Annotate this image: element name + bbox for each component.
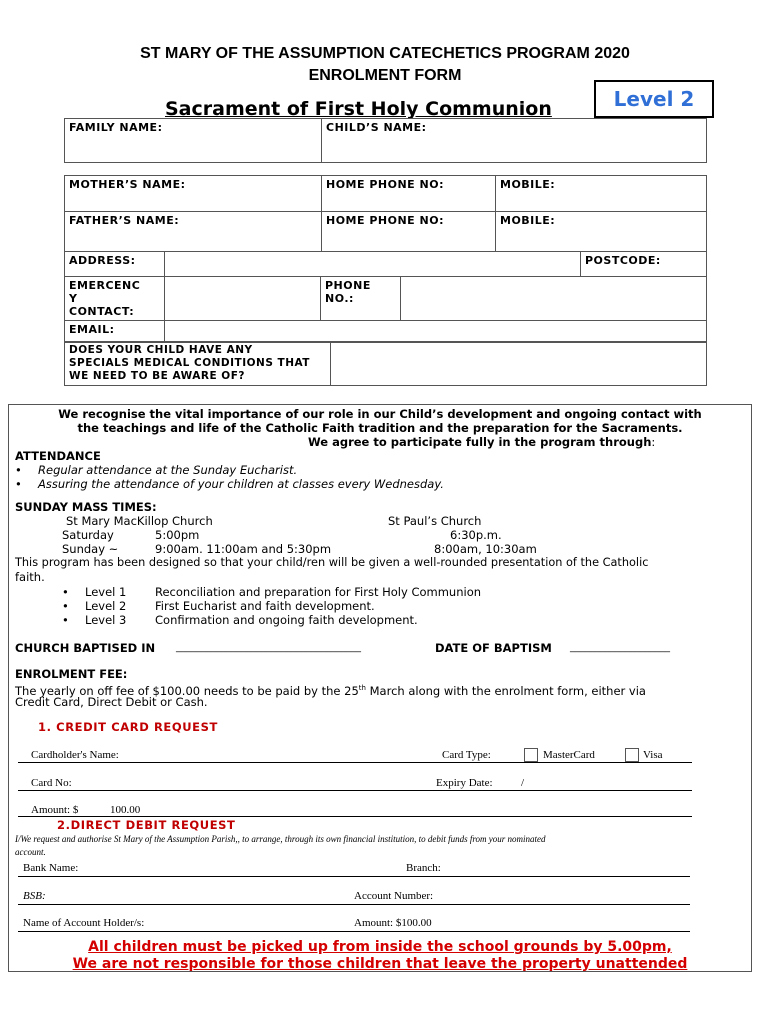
father-name-field[interactable] bbox=[65, 212, 322, 252]
amount-line bbox=[18, 816, 692, 817]
postcode-label: POSTCODE: bbox=[585, 254, 661, 267]
cardholder-label: Cardholder's Name: bbox=[31, 749, 119, 761]
family-name-label: FAMILY NAME: bbox=[69, 121, 163, 134]
home-phone-2-label: HOME PHONE NO: bbox=[326, 214, 444, 227]
level-3-desc: Confirmation and ongoing faith development. bbox=[155, 613, 418, 627]
branch-label: Branch: bbox=[406, 862, 441, 874]
cardholder-input[interactable] bbox=[18, 762, 436, 763]
phone-label-cell bbox=[321, 277, 401, 321]
emergency-contact-input[interactable] bbox=[165, 277, 321, 321]
direct-debit-heading: 2.DIRECT DEBIT REQUEST bbox=[57, 818, 236, 832]
emergency-table bbox=[64, 276, 707, 343]
mother-name-label: MOTHER’S NAME: bbox=[69, 178, 186, 191]
form-title: ST MARY OF THE ASSUMPTION CATECHETICS PROGRAM 2020 bbox=[140, 45, 630, 62]
expiry-separator: / bbox=[521, 777, 525, 789]
program-line-2: faith. bbox=[15, 570, 45, 584]
attendance-item-2: Assuring the attendance of your children at classes every Wednesday. bbox=[38, 477, 444, 491]
mastercard-label: MasterCard bbox=[543, 749, 595, 761]
bank-name-input[interactable] bbox=[18, 876, 336, 877]
bullet-icon: • bbox=[15, 477, 22, 491]
address-input[interactable] bbox=[165, 252, 581, 277]
attendance-heading: ATTENDANCE bbox=[15, 449, 101, 463]
baptism-date-label: DATE OF BAPTISM bbox=[435, 641, 552, 655]
saturday-time-1: 5:00pm bbox=[155, 528, 200, 542]
bullet-icon: • bbox=[62, 585, 69, 599]
address-label: ADDRESS: bbox=[69, 254, 136, 267]
emergency-label-2: Y bbox=[69, 292, 78, 305]
amount-label: Amount: $ bbox=[31, 804, 79, 816]
level-badge bbox=[594, 80, 714, 118]
intro-line-2: the teachings and life of the Catholic Faith tradition and the preparation for the Sacraments. bbox=[77, 421, 683, 435]
fee-line-2: Credit Card, Direct Debit or Cash. bbox=[15, 695, 208, 709]
mother-name-field[interactable] bbox=[65, 176, 322, 212]
medical-label-2: SPECIALS MEDICAL CONDITIONS THAT bbox=[69, 357, 310, 369]
medical-label-1: DOES YOUR CHILD HAVE ANY bbox=[69, 344, 253, 356]
church-2-name: St Paul’s Church bbox=[388, 514, 482, 528]
form-subtitle: ENROLMENT FORM bbox=[308, 67, 462, 84]
account-number-label: Account Number: bbox=[354, 890, 434, 902]
level-2-name: Level 2 bbox=[85, 599, 127, 613]
medical-label-3: WE NEED TO BE AWARE OF? bbox=[69, 370, 245, 382]
account-holder-input[interactable] bbox=[18, 931, 336, 932]
card-type-label: Card Type: bbox=[442, 749, 491, 761]
pickup-notice-2: We are not responsible for those children that leave the property unattended bbox=[72, 956, 688, 972]
level-1-desc: Reconciliation and preparation for First Holy Communion bbox=[155, 585, 482, 599]
credit-card-heading: 1. CREDIT CARD REQUEST bbox=[38, 720, 218, 734]
address-table bbox=[64, 251, 707, 277]
intro-line-3-text: We agree to participate fully in the program through bbox=[308, 435, 652, 449]
authorisation-line-2: account. bbox=[15, 847, 46, 857]
debit-amount-line bbox=[336, 931, 690, 932]
sunday-label: Sunday ~ bbox=[62, 542, 119, 556]
emergency-label-3: CONTACT: bbox=[69, 305, 135, 318]
mobile-1-field[interactable] bbox=[496, 176, 707, 212]
baptism-date-input[interactable]: ____________________ bbox=[570, 642, 670, 653]
level-1-name: Level 1 bbox=[85, 585, 127, 599]
expiry-label: Expiry Date: bbox=[436, 777, 493, 789]
debit-amount-label: Amount: $100.00 bbox=[354, 917, 432, 929]
emergency-label-1: EMERCENC bbox=[69, 279, 141, 292]
level-2-desc: First Eucharist and faith development. bbox=[155, 599, 375, 613]
church-baptised-input[interactable]: _____________________________________ bbox=[176, 642, 361, 653]
home-phone-1-label: HOME PHONE NO: bbox=[326, 178, 444, 191]
child-name-label: CHILD’S NAME: bbox=[326, 121, 427, 134]
intro-line-1: We recognise the vital importance of our role in our Child’s development and ongoing contact with bbox=[58, 407, 702, 421]
mass-times-heading: SUNDAY MASS TIMES: bbox=[15, 500, 157, 514]
child-name-field[interactable] bbox=[322, 119, 707, 163]
bank-name-label: Bank Name: bbox=[23, 862, 79, 874]
church-baptised-label: CHURCH BAPTISED IN bbox=[15, 641, 156, 655]
medical-conditions-input[interactable] bbox=[331, 342, 707, 386]
mobile-2-field[interactable] bbox=[496, 212, 707, 252]
church-1-name: St Mary MacKillop Church bbox=[66, 514, 213, 528]
emergency-label-cell bbox=[65, 277, 165, 321]
email-label-cell bbox=[65, 321, 165, 343]
expiry-input[interactable] bbox=[436, 790, 692, 791]
bullet-icon: • bbox=[62, 599, 69, 613]
mobile-2-label: MOBILE: bbox=[500, 214, 556, 227]
authorisation-line-1: I/We request and authorise St Mary of the Assumption Parish,, to arrange, through its own financial institution, to debit funds from your nominated bbox=[15, 834, 546, 844]
visa-checkbox[interactable] bbox=[625, 748, 639, 762]
card-type-line bbox=[436, 762, 692, 763]
bullet-icon: • bbox=[15, 463, 22, 477]
account-holder-label: Name of Account Holder/s: bbox=[23, 917, 145, 929]
phone-label-1: PHONE bbox=[325, 279, 371, 292]
fee-text-a: The yearly on off fee of $100.00 needs to be paid by the 25 bbox=[15, 683, 359, 698]
mastercard-checkbox[interactable] bbox=[524, 748, 538, 762]
amount-value: 100.00 bbox=[110, 804, 141, 816]
sunday-time-2: 8:00am, 10:30am bbox=[434, 542, 537, 556]
home-phone-2-field[interactable] bbox=[322, 212, 496, 252]
fee-heading: ENROLMENT FEE: bbox=[15, 667, 128, 681]
email-input[interactable] bbox=[165, 321, 707, 343]
sunday-time-1: 9:00am. 11:00am and 5:30pm bbox=[155, 542, 332, 556]
sacrament-heading: Sacrament of First Holy Communion bbox=[165, 98, 552, 120]
attendance-item-1: Regular attendance at the Sunday Eucharist. bbox=[38, 463, 298, 477]
program-line-1: This program has been designed so that your child/ren will be given a well-rounded presentation of the Catholic bbox=[15, 556, 649, 569]
family-name-field[interactable] bbox=[65, 119, 322, 163]
medical-table bbox=[64, 341, 707, 386]
card-number-label: Card No: bbox=[31, 777, 72, 789]
home-phone-1-field[interactable] bbox=[322, 176, 496, 212]
saturday-time-2: 6:30p.m. bbox=[450, 528, 502, 542]
postcode-field[interactable] bbox=[581, 252, 707, 277]
account-number-input[interactable] bbox=[336, 904, 690, 905]
intro-line-3 bbox=[308, 435, 655, 449]
bullet-icon: • bbox=[62, 613, 69, 627]
family-table bbox=[64, 118, 707, 163]
level-label: Level 2 bbox=[613, 87, 695, 111]
medical-label-cell bbox=[65, 342, 331, 386]
father-name-label: FATHER’S NAME: bbox=[69, 214, 180, 227]
phone-label-2: NO.: bbox=[325, 292, 354, 305]
saturday-label: Saturday bbox=[62, 528, 114, 542]
fee-text-b: March along with the enrolment form, either via bbox=[365, 683, 646, 698]
visa-label: Visa bbox=[643, 749, 663, 761]
pickup-notice-1: All children must be picked up from inside the school grounds by 5.00pm, bbox=[88, 939, 672, 955]
mobile-1-label: MOBILE: bbox=[500, 178, 556, 191]
contact-table bbox=[64, 175, 707, 252]
bsb-label: BSB: bbox=[23, 890, 46, 902]
intro-line-3-colon: : bbox=[651, 435, 656, 449]
branch-input[interactable] bbox=[336, 876, 690, 877]
email-label: EMAIL: bbox=[69, 323, 115, 336]
bsb-input[interactable] bbox=[18, 904, 336, 905]
level-3-name: Level 3 bbox=[85, 613, 127, 627]
emergency-phone-input[interactable] bbox=[401, 277, 707, 321]
fee-superscript: th bbox=[358, 684, 366, 692]
address-label-cell bbox=[65, 252, 165, 277]
card-number-input[interactable] bbox=[18, 790, 436, 791]
